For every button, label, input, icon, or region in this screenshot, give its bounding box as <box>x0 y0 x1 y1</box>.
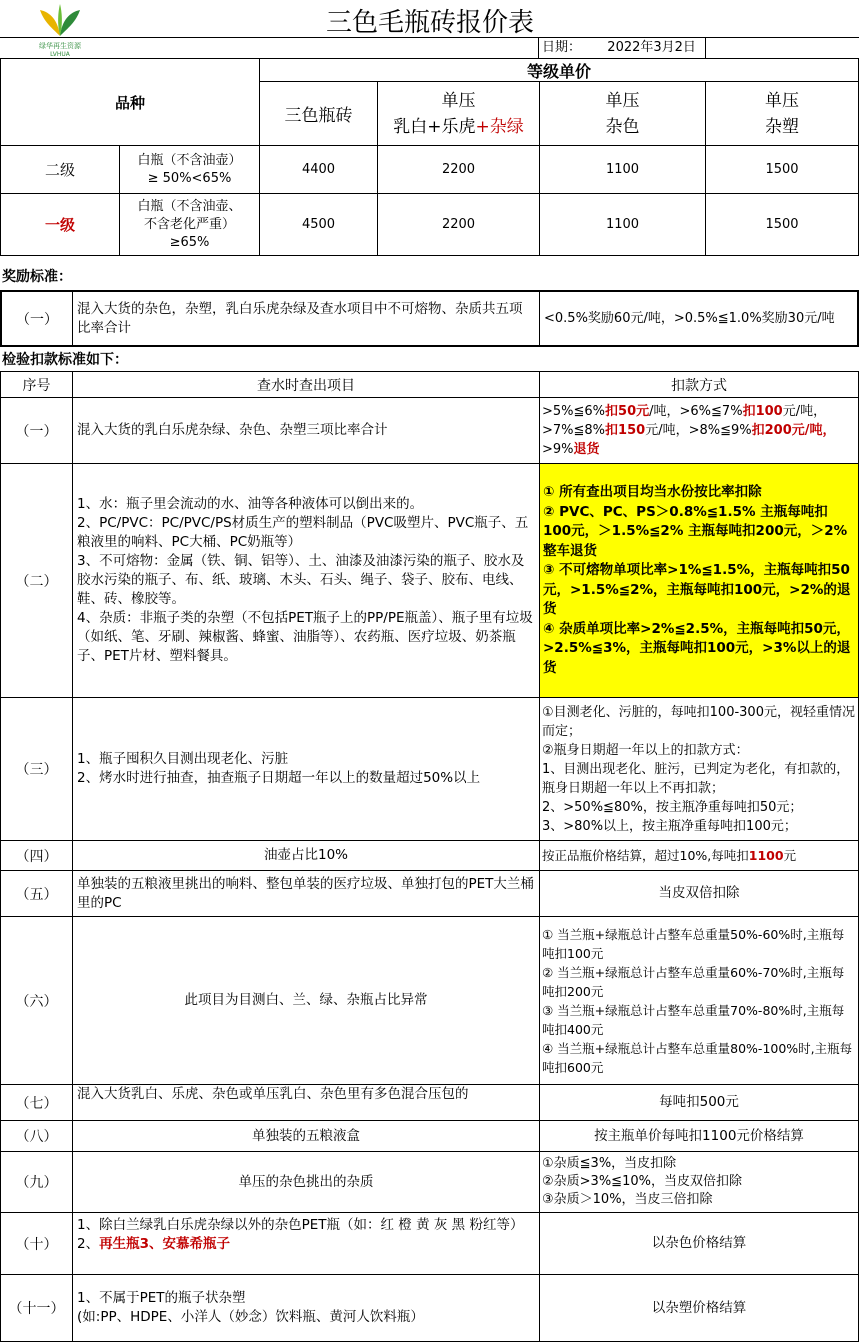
row-6-method: ① 当兰瓶+绿瓶总计占整车总重量50%-60%时,主瓶每吨扣100元 ② 当兰瓶+绿瓶总计占整车总重量60%-70%时,主瓶每吨扣200元 ③ 当兰瓶+绿瓶总计占整车总重量70%-80%时,主瓶每吨扣400元 ④ 当兰瓶+绿瓶总计占整车总重量80%-100%时,主瓶每吨扣600元 <box>539 916 859 1085</box>
row-2-item: 1、水：瓶子里会流动的水、油等各种液体可以倒出来的。 2、PC/PVC：PC/PVC/PS材质生产的塑料制品（PVC吸塑片、PVC瓶子、五粮液里的响料、PC大桶、PC奶瓶等） 3、不可熔物：金属（铁、铜、铝等）、土、油漆及油漆污染的瓶子、胶水及胶水污染的瓶子、布、纸、玻璃、木头、石头、绳子、袋子、胶布、电线、鞋、砖、橡胶等。 4、杂质：非瓶子类的杂塑（不包括PET瓶子上的PP/PE瓶盖）、瓶子里有垃圾（如纸、笔、牙刷、辣椒酱、蜂蜜、油脂等）、农药瓶、医疗垃圾、奶茶瓶子、PET片材、塑料餐具。 <box>72 463 540 698</box>
row-10-item <box>72 1212 540 1275</box>
row-9-item: 单压的杂色挑出的杂质 <box>72 1151 540 1213</box>
row-2-no: （二） <box>0 463 73 698</box>
row-11-method: 以杂塑价格结算 <box>539 1274 859 1342</box>
col-header-no: 序号 <box>0 371 73 398</box>
grade-header: 等级单价 <box>259 58 859 82</box>
col-milk-white-line2: 乳白+乐虎+杂绿 <box>393 116 524 137</box>
date-divider <box>538 38 539 58</box>
grade-2-price-brick: 4400 <box>259 145 378 194</box>
leaf-logo-icon <box>30 2 90 38</box>
row-5-item: 单独装的五粮液里挑出的响料、整包单装的医疗垃圾、单独打包的PET大兰桶里的PC <box>72 870 540 917</box>
row-3-item: 1、瓶子囤积久目测出现老化、污脏 2、烤水时进行抽查，抽查瓶子日期超一年以上的数量超过50%以上 <box>72 697 540 841</box>
grade-1-price-white: 2200 <box>377 193 540 256</box>
col-mixed-color-line1: 单压 <box>605 90 640 111</box>
col-three-color-brick: 三色瓶砖 <box>259 81 378 146</box>
reward-item: 混入大货的杂色，杂塑，乳白乐虎杂绿及查水项目中不可熔物、杂质共五项比率合计 <box>72 290 540 347</box>
row-9-no: （九） <box>0 1151 73 1213</box>
row-10-item-b: 2、再生瓶3、安慕希瓶子 <box>77 1236 230 1252</box>
row-7-no: （七） <box>0 1084 73 1121</box>
row-6-item: 此项目为目测白、兰、绿、杂瓶占比异常 <box>72 916 540 1085</box>
grade-2-desc: 白瓶（不含油壶） ≥ 50%<65% <box>119 145 260 194</box>
row-8-method: 按主瓶单价每吨扣1100元价格结算 <box>539 1120 859 1152</box>
row-10-method: 以杂色价格结算 <box>539 1212 859 1275</box>
row-5-method: 当皮双倍扣除 <box>539 870 859 917</box>
reward-heading: 奖励标准： <box>2 269 72 285</box>
grade-2-price-plastic: 1500 <box>705 145 859 194</box>
row-3-method: ①目测老化、污脏的，每吨扣100-300元，视轻重情况而定； ②瓶身日期超一年以上的扣款方式： 1、目测出现老化、脏污，已判定为老化，有扣款的，瓶身日期超一年以上不再扣款； 2、>50%≦80%，按主瓶净重每吨扣50元； 3、>80%以上，按主瓶净重每吨扣100元； <box>539 697 859 841</box>
row-7-method: 每吨扣500元 <box>539 1084 859 1121</box>
row-9-method: ①杂质≦3%，当皮扣除 ②杂质>3%≦10%，当皮双倍扣除 ③杂质＞10%，当皮三倍扣除 <box>539 1151 859 1213</box>
logo-text: 绿华再生资源 <box>39 42 81 50</box>
col-mixed-plastic-line2: 杂塑 <box>765 116 799 137</box>
title-underline <box>0 37 859 38</box>
row-2-method: ① 所有查出项目均当水份按比率扣除 ② PVC、PC、PS＞0.8%≦1.5% 主瓶每吨扣100元，＞1.5%≦2% 主瓶每吨扣200元，＞2% 整车退货 ③ 不可熔物单项比率>1%≦1.5%，主瓶每吨扣50元，>1.5%≦2%，主瓶每吨扣100元，>2%的退货 ④ 杂质单项比率>2%≦2.5%，主瓶每吨扣50元，>2.5%≦3%，主瓶每吨扣100元，>3%以上的退货 <box>539 463 859 698</box>
row-5-no: （五） <box>0 870 73 917</box>
col-mixed-green: +杂绿 <box>475 116 524 137</box>
grade-1-price-plastic: 1500 <box>705 193 859 256</box>
page-title: 三色毛瓶砖报价表 <box>325 7 534 38</box>
reward-method: <0.5%奖励60元/吨，>0.5%≦1.0%奖励30元/吨 <box>539 290 859 347</box>
date-label: 日期： <box>542 40 582 55</box>
row-3-no: （三） <box>0 697 73 841</box>
row-10-item-a: 1、除白兰绿乳白乐虎杂绿以外的杂色PET瓶（如：红 橙 黄 灰 黑 粉红等） <box>77 1217 524 1233</box>
col-mixed-color-line2: 杂色 <box>605 116 640 137</box>
grade-1-desc: 白瓶（不含油壶、 不含老化严重） ≥65% <box>119 193 260 256</box>
logo-subtext: LVHUA <box>50 51 70 58</box>
variety-header: 品种 <box>0 58 260 146</box>
reward-no: （一） <box>0 290 73 347</box>
row-4-item: 油壶占比10% <box>72 840 540 871</box>
col-mixed-plastic <box>705 81 859 146</box>
row-6-no: （六） <box>0 916 73 1085</box>
grade-1-price-color: 1100 <box>539 193 706 256</box>
col-header-method: 扣款方式 <box>539 371 859 398</box>
grade-2-price-white: 2200 <box>377 145 540 194</box>
row-8-no: （八） <box>0 1120 73 1152</box>
col-mixed-color <box>539 81 706 146</box>
date-value: 2022年3月2日 <box>607 40 696 55</box>
row-8-item: 单独装的五粮液盒 <box>72 1120 540 1152</box>
row-4-method: 按正品瓶价格结算，超过10%,每吨扣 1100 元 <box>539 840 859 871</box>
deduction-heading: 检验扣款标准如下： <box>2 352 128 368</box>
grade-1: 一级 <box>0 193 120 256</box>
row-4-no: （四） <box>0 840 73 871</box>
row-1-item: 混入大货的乳白乐虎杂绿、杂色、杂塑三项比率合计 <box>72 397 540 464</box>
row-1-method: >5%≦6%扣50元/吨，>6%≦7%扣100元/吨，>7%≦8%扣150元/吨，>8%≦9%扣200元/吨，>9%退货 <box>539 397 859 464</box>
col-milk-white <box>377 81 540 146</box>
date-divider-right <box>705 38 706 58</box>
row-7-item: 混入大货乳白、乐虎、杂色或单压乳白、杂色里有多色混合压包的 <box>72 1084 540 1121</box>
grade-2: 二级 <box>0 145 120 194</box>
row-11-item: 1、不属于PET的瓶子状杂塑 (如:PP、HDPE、小洋人（妙念）饮料瓶、黄河人饮料瓶） <box>72 1274 540 1342</box>
row-11-no: （十一） <box>0 1274 73 1342</box>
grade-2-price-color: 1100 <box>539 145 706 194</box>
grade-1-price-brick: 4500 <box>259 193 378 256</box>
col-header-item: 查水时查出项目 <box>72 371 540 398</box>
row-10-no: （十） <box>0 1212 73 1275</box>
col-mixed-plastic-line1: 单压 <box>765 90 799 111</box>
col-milk-white-line1: 单压 <box>441 90 476 111</box>
date-row <box>542 38 696 58</box>
row-1-no: （一） <box>0 397 73 464</box>
logo <box>30 2 90 58</box>
